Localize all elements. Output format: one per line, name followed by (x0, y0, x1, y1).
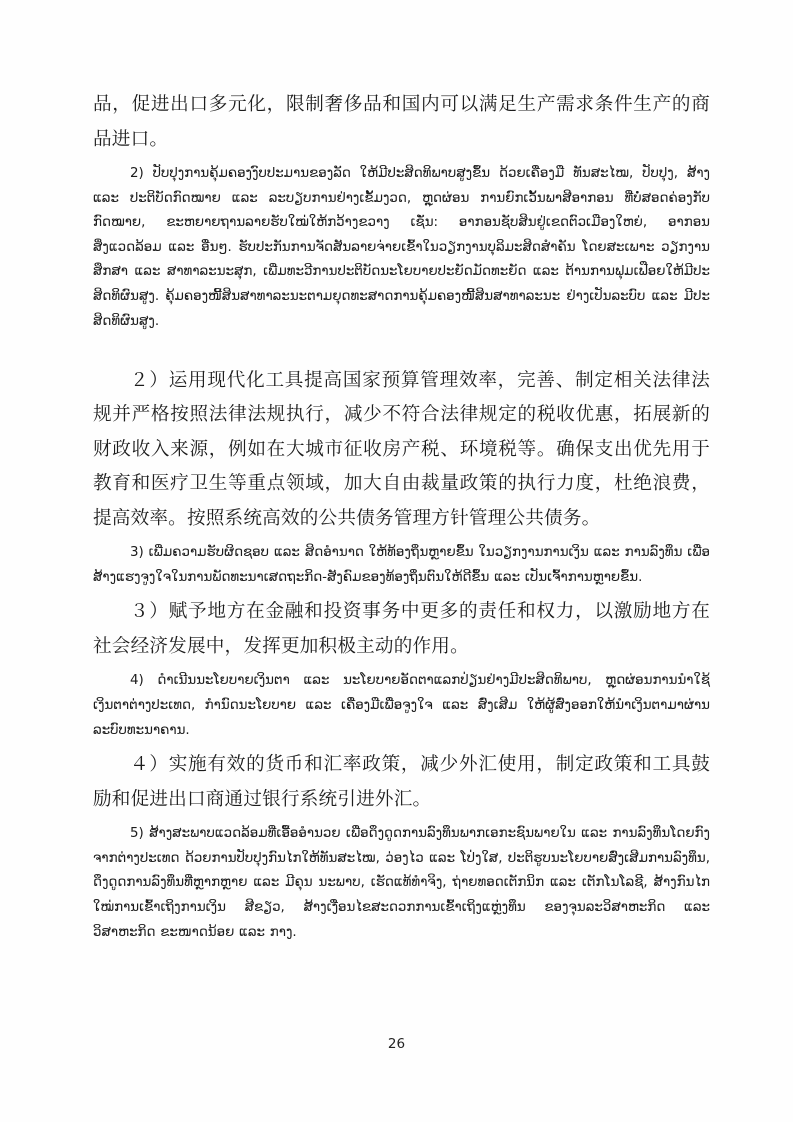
paragraph-zh-continuation: 品，促进出口多元化，限制奢侈品和国内可以满足生产需求条件生产的商品进口。 (93, 94, 710, 150)
paragraph-zh-item-4: ４）实施有效的货币和汇率政策，减少外汇使用，制定政策和工具鼓励和促进出口商通过银行系统引进外汇。 (93, 754, 710, 810)
paragraph-lo-item-4: 4) ດຳເນີນນະໂຍບາຍເງິນຕາ ແລະ ນະໂຍບາຍອັດຕາແລກປ່ຽນຢ່າງມີປະສິດທິພາບ, ຫຼຸດຜ່ອນການນຳໃຊ້ເງິນຕາຕ່າງປະເທດ, ກຳນົດນະໂຍບາຍ ແລະ ເຄື່ອງມືເພື່ອຈູງໃຈ ແລະ ສົ່ງເສີມ ໃຫ້ຜູ້ສົ່ງອອກໃຫ້ນຳເງິນຕາມາຜ່ານລະບົບທະນາຄານ. (93, 673, 710, 738)
paragraph-zh-item-2: ２）运用现代化工具提高国家预算管理效率，完善、制定相关法律法规并严格按照法律法规执行，减少不符合法律规定的税收优惠，拓展新的财政收入来源，例如在大城市征收房产税、环境税等。确保支出优先用于教育和医疗卫生等重点领域，加大自由裁量政策的执行力度，杜绝浪费，提高效率。按照系统高效的公共债务管理方针管理公共债务。 (93, 369, 710, 529)
paragraph-lo-item-5: 5) ສ້າງສະພາບແວດລ້ອມທີ່ເອື້ອອຳນວຍ ເພື່ອດຶງດູດການລົງທຶນພາກເອກະຊົນພາຍໃນ ແລະ ການລົງທຶນໂດຍກົງຈາກຕ່າງປະເທດ ດ້ວຍການປັບປຸງກົນໄກໃຫ້ທັນສະໄໝ, ວ່ອງໄວ ແລະ ໂປ່ງໃສ, ປະຕິຮູບນະໂຍບາຍສົ່ງເສີມການລົງທຶນ, ດຶງດູດການລົງທຶນທີ່ຫຼາກຫຼາຍ ແລະ ມີຄຸນ ນະພາບ, ເຮັດແທ້ທຳຈິງ, ຖ່າຍທອດເຕັກນິກ ແລະ ເຕັກໂນໂລຊີ, ສ້າງກົນໄກໃໝ່ການເຂົ້າເຖິງການເງິນ ສີຂຽວ, ສ້າງເງື່ອນໄຂສະດວກການເຂົ້າເຖິງແຫຼ່ງທຶນ ຂອງຈຸນລະວິສາຫະກິດ ແລະ ວິສາຫະກິດ ຂະໜາດນ້ອຍ ແລະ ກາງ. (93, 826, 710, 940)
paragraph-lo-item-2: 2) ປັບປຸງການຄຸ້ມຄອງງົບປະມານຂອງລັດ ໃຫ້ມີປະສິດທິພາບສູງຂຶ້ນ ດ້ວຍເຄື່ອງມື ທັນສະໄໝ, ປັບປຸງ, ສ້າງ ແລະ ປະຕິບັດກົດໝາຍ ແລະ ລະບຽບການຢ່າງເຂັ້ມງວດ, ຫຼຸດຜ່ອນ ການຍົກເວັ້ນພາສີອາກອນ ທີ່ບໍ່ສອດຄ່ອງກັບກົດໝາຍ, ຂະຫຍາຍຖານລາຍຮັບໃໝ່ໃຫ້ກວ້າງຂວາງ ເຊັ່ນ: ອາກອນຊັບສິນຢູ່ເຂດຕົວເມືອງໃຫຍ່, ອາກອນສິ່ງແວດລ້ອມ ແລະ ອື່ນໆ. ຮັບປະກັນການຈັດສັນລາຍຈ່າຍເຂົ້າໃນວຽກງານບຸລິມະສິດສຳຄັນ ໂດຍສະເພາະ ວຽກງານສຶກສາ ແລະ ສາທາລະນະສຸກ, ເພີ່ມທະວີການປະຕິບັດນະໂຍບາຍປະຍັດມັດທະຍັດ ແລະ ຕ້ານການຟຸມເຟືອຍໃຫ້ມີປະສິດທິຜົນສູງ. ຄຸ້ມຄອງໜີ້ສິນສາທາລະນະຕາມຍຸດທະສາດການຄຸ້ມຄອງໜີ້ສິນສາທາລະນະ ຢ່າງເປັນລະບົບ ແລະ ມີປະສິດທິຜົນສູງ. (93, 166, 710, 329)
paragraph-lo-item-3: 3) ເພີ່ມຄວາມຮັບຜິດຊອບ ແລະ ສິດອຳນາດ ໃຫ້ທ້ອງຖິ່ນຫຼາຍຂຶ້ນ ໃນວຽກງານການເງິນ ແລະ ການລົງທຶນ ເພື່ອສ້າງແຮງຈູງໃຈໃນການພັດທະນາເສດຖະກິດ-ສັງຄົມຂອງທ້ອງຖິ່ນຕົນໃຫ້ດີຂຶ້ນ ແລະ ເປັນເຈົ້າການຫຼາຍຂຶ້ນ. (93, 545, 710, 585)
paragraph-zh-item-3: ３）赋予地方在金融和投资事务中更多的责任和权力，以激励地方在社会经济发展中，发挥更加积极主动的作用。 (93, 601, 710, 657)
page-number: 26 (387, 1036, 406, 1052)
page-body (93, 88, 710, 945)
